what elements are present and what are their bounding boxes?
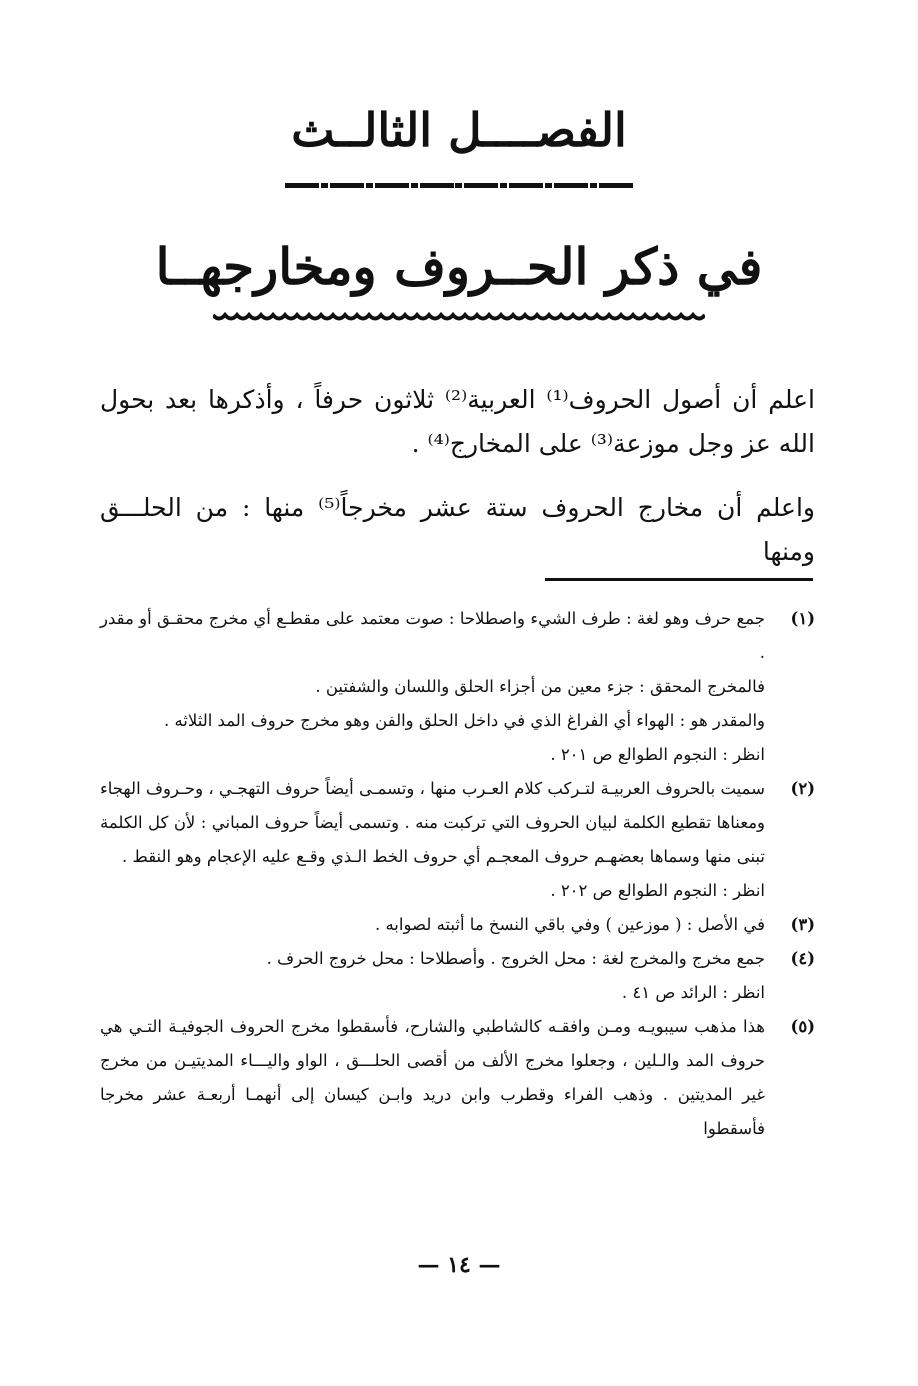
footnote-number: (٣) (790, 915, 815, 934)
footnote-number: (٢) (790, 779, 815, 798)
footnote-number: (٤) (790, 949, 815, 968)
footnote-line: انظر : النجوم الطوالع ص ٢٠١ . (550, 745, 765, 764)
footnote-line: انظر : النجوم الطوالع ص ٢٠٢ . (550, 881, 765, 900)
page-number: — ١٤ — (417, 1252, 501, 1278)
footnote-number: (٥) (790, 1017, 815, 1036)
footnote-line: سميت بالحروف العربيـة لتـركب كلام العـرب منها ، وتسمـى أيضاً حروف التهجـي ، وحـروف الهجاء ومعناها تقطيع الكلمة لبيان الحروف التي تركبت منه . وتسمى أيضاً حروف المباني : لأن كل الكلمة تبنى منها وسماها بعضهـم حروف المعجـم أي حروف الخط الـذي وقـع عليه الإعجام وهو النقط . (100, 779, 765, 866)
subtitle-wave-ornament (213, 310, 705, 324)
footnote-5 (100, 1010, 815, 1146)
intro-paragraph-2: واعلم أن مخارج الحروف ستة عشر مخرجاً⁽⁵⁾ منها : من الحلـــق ومنها (100, 493, 815, 566)
footnote-2 (100, 772, 815, 908)
footnote-separator (545, 578, 813, 581)
chapter-heading: الفصــــل الثالــث (291, 103, 627, 157)
intro-paragraph-1: اعلم أن أصول الحروف⁽¹⁾ العربية⁽²⁾ ثلاثون حرفاً ، وأذكرها بعد بحول الله عز وجل موزعة⁽³⁾ على المخارج⁽⁴⁾ . (100, 385, 815, 458)
heading-dash-ornament (285, 182, 633, 188)
footnote-line: هذا مذهب سيبويـه ومـن وافقـه كالشاطبي والشارح، فأسقطوا مخرج الحروف الجوفيـة التـي هي حروف المد والـلين ، وجعلوا مخرج الألف من أقصى الحلـــق ، الواو واليـــاء المديتيـن من مخرج غير المديتين . وذهب الفراء وقطرب وابن دريد وابـن كيسان إلى أنهمـا أربعـة عشر مخرجا فأسقطوا (100, 1017, 765, 1138)
footnote-line: في الأصل : ( موزعين ) وفي باقي النسخ ما أثبته لصوابه . (374, 915, 765, 934)
footnote-1 (100, 602, 815, 772)
footnote-line: جمع حرف وهو لغة : طرف الشيء واصطلاحا : صوت معتمد على مقطـع أي مخرج محقـق أو مقدر . (100, 609, 765, 662)
footnote-3 (100, 908, 815, 942)
footnote-number: (١) (790, 609, 815, 628)
footnotes-section (100, 602, 815, 1146)
chapter-subtitle: في ذكر الحــروف ومخارجهــا (155, 237, 763, 296)
footnote-line: انظر : الرائد ص ٤١ . (621, 983, 765, 1002)
footnote-4 (100, 942, 815, 1010)
footnote-line: فالمخرج المحقق : جزء معين من أجزاء الحلق واللسان والشفتين . (315, 677, 765, 696)
intro-text (100, 378, 815, 466)
footnote-line: والمقدر هو : الهواء أي الفراغ الذي في داخل الحلق والفن وهو مخرج حروف المد الثلاثه . (163, 711, 765, 730)
footnote-line: جمع مخرج والمخرج لغة : محل الخروج . وأصطلاحا : محل خروج الحرف . (266, 949, 765, 968)
intro-text-2 (100, 486, 815, 574)
